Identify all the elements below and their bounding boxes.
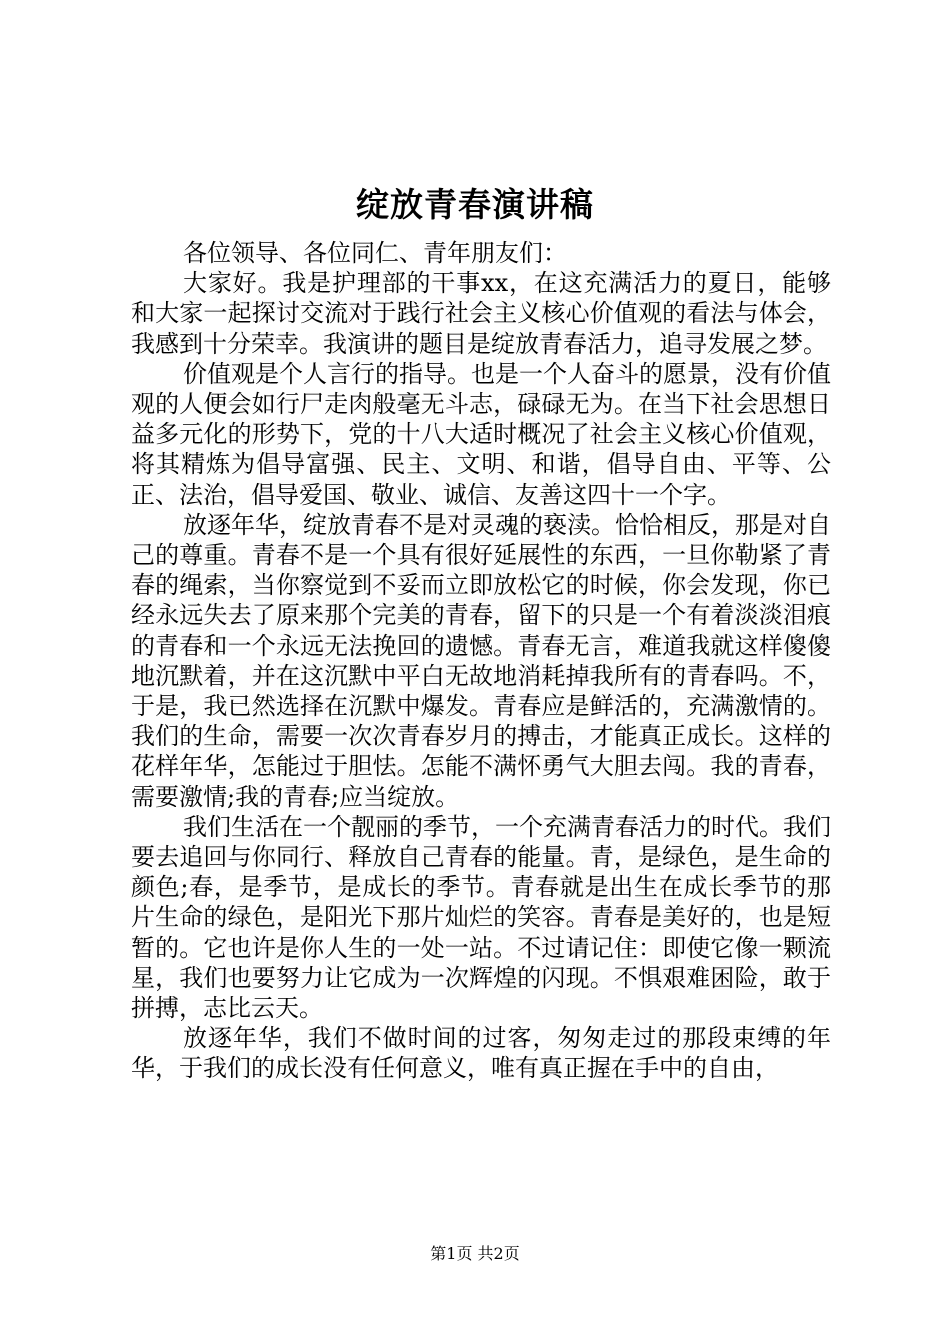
paragraph-3: 放逐年华，绽放青春不是对灵魂的亵渎。恰恰相反，那是对自己的尊重。青春不是一个具有很好延展性的东西，一旦你勒紧了青春的绳索，当你察觉到不妥而立即放松它的时候，你会发现，你已经永远失去了原来那个完美的青春，留下的只是一个有着淡淡泪痕的青春和一个永远无法挽回的遗憾。青春无言，难道我就这样傻傻地沉默着，并在这沉默中平白无故地消耗掉我所有的青春吗。不，于是，我已然选择在沉默中爆发。青春应是鲜活的，充满激情的。我们的生命，需要一次次青春岁月的搏击，才能真正成长。这样的花样年华，怎能过于胆怯。怎能不满怀勇气大胆去闯。我的青春，需要激情;我的青春;应当绽放。 <box>131 510 831 811</box>
paragraph-2: 价值观是个人言行的指导。也是一个人奋斗的愿景，没有价值观的人便会如行尸走肉般毫无斗志，碌碌无为。在当下社会思想日益多元化的形势下，党的十八大适时概况了社会主义核心价值观，将其精炼为倡导富强、民主、文明、和谐，倡导自由、平等、公正、法治，倡导爱国、敬业、诚信、友善这四十一个字。 <box>131 359 831 509</box>
paragraph-1: 大家好。我是护理部的干事xx，在这充满活力的夏日，能够和大家一起探讨交流对于践行社会主义核心价值观的看法与体会，我感到十分荣幸。我演讲的题目是绽放青春活力，追寻发展之梦。 <box>131 269 831 358</box>
paragraph-5: 放逐年华，我们不做时间的过客，匆匆走过的那段束缚的年华，于我们的成长没有任何意义，唯有真正握在手中的自由， <box>131 1024 831 1083</box>
document-title: 绽放青春演讲稿 <box>356 185 594 224</box>
document-body <box>131 238 831 1084</box>
paragraph-4: 我们生活在一个靓丽的季节，一个充满青春活力的时代。我们要去追回与你同行、释放自己青春的能量。青，是绿色，是生命的颜色;春，是季节，是成长的季节。青春就是出生在成长季节的那片生命的绿色，是阳光下那片灿烂的笑容。青春是美好的，也是短暂的。它也许是你人生的一处一站。不过请记住：即使它像一颗流星，我们也要努力让它成为一次辉煌的闪现。不惧艰难困险，敢于拼搏，志比云天。 <box>131 812 831 1023</box>
paragraph-salutation: 各位领导、各位同仁、青年朋友们： <box>183 239 567 267</box>
page-number-footer: 第1页 共2页 <box>430 1244 520 1263</box>
